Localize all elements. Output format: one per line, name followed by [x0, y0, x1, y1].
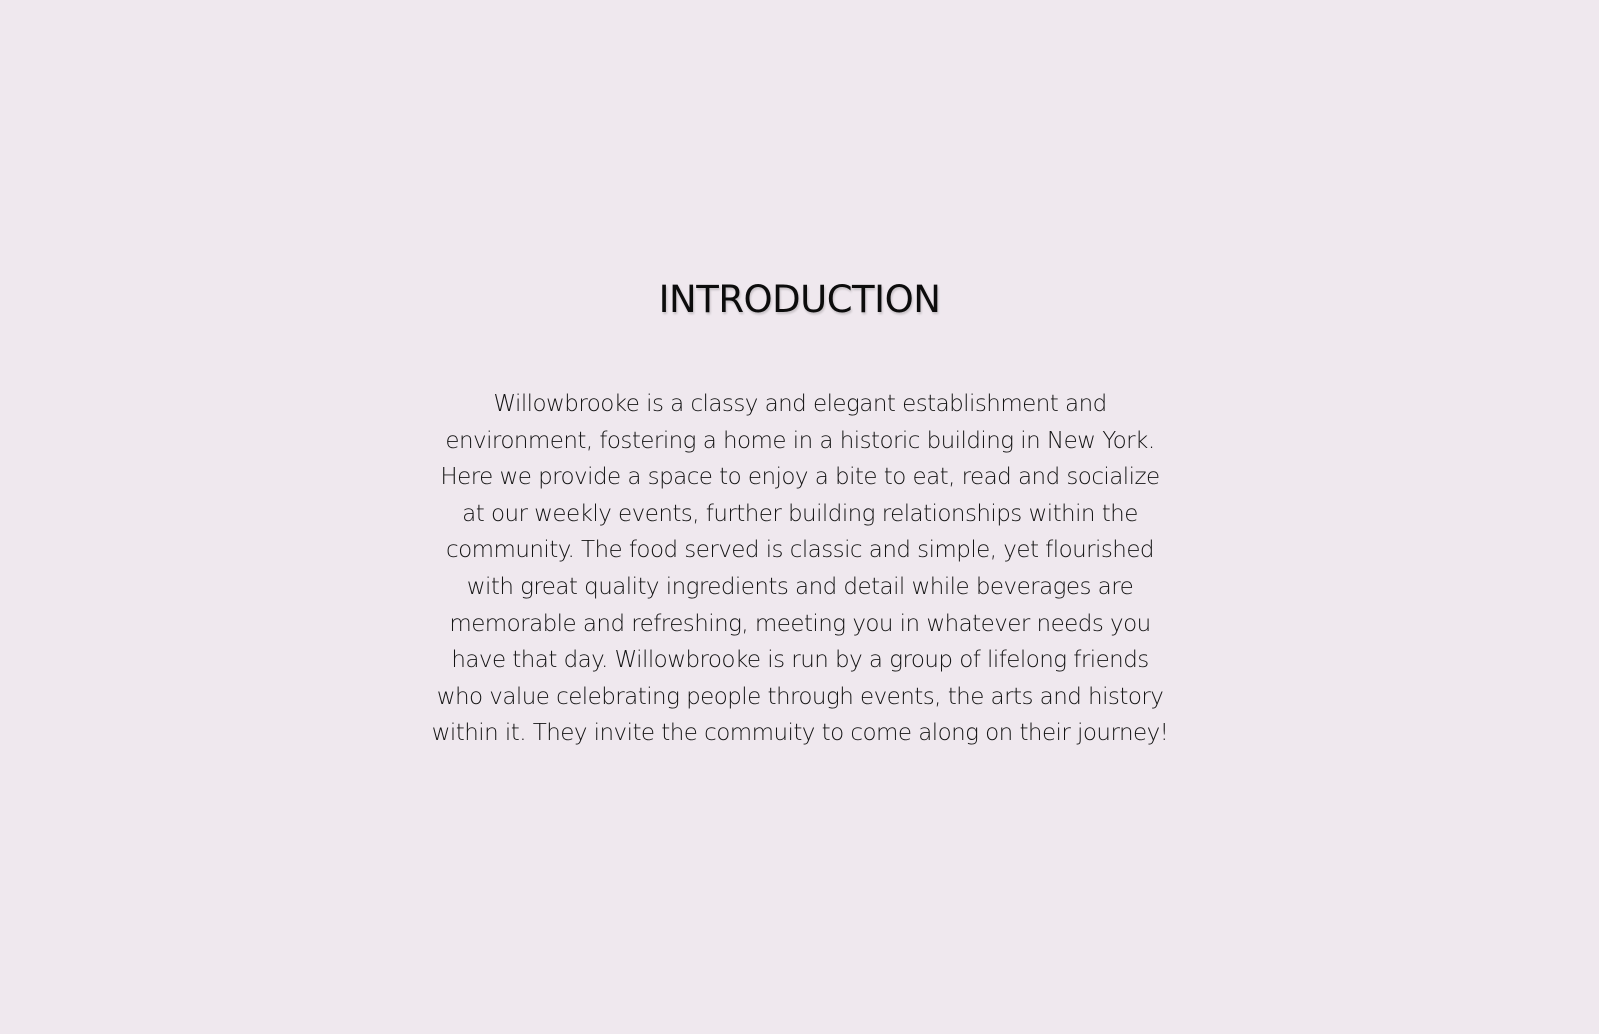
- paragraph-line: at our weekly events, further building relationships within the: [462, 500, 1138, 527]
- paragraph-line: who value celebrating people through events, the arts and history: [436, 683, 1164, 710]
- section-title: INTRODUCTION: [658, 278, 941, 321]
- paragraph-line: environment, fostering a home in a historic building in New York.: [445, 427, 1155, 454]
- paragraph-line: memorable and refreshing, meeting you in whatever needs you: [449, 610, 1151, 637]
- paragraph-line: with great quality ingredients and detail while beverages are: [466, 573, 1134, 600]
- paragraph-line: have that day. Willowbrooke is run by a group of lifelong friends: [451, 647, 1149, 674]
- paragraph-line: within it. They invite the commuity to come along on their journey!: [431, 720, 1169, 747]
- paragraph-line: community. The food served is classic and simple, yet flourished: [446, 537, 1154, 564]
- paragraph-line: Willowbrooke is a classy and elegant establishment and: [493, 391, 1107, 417]
- paragraph-line: Here we provide a space to enjoy a bite to eat, read and socialize: [440, 464, 1160, 491]
- introduction-paragraph: [385, 386, 1215, 752]
